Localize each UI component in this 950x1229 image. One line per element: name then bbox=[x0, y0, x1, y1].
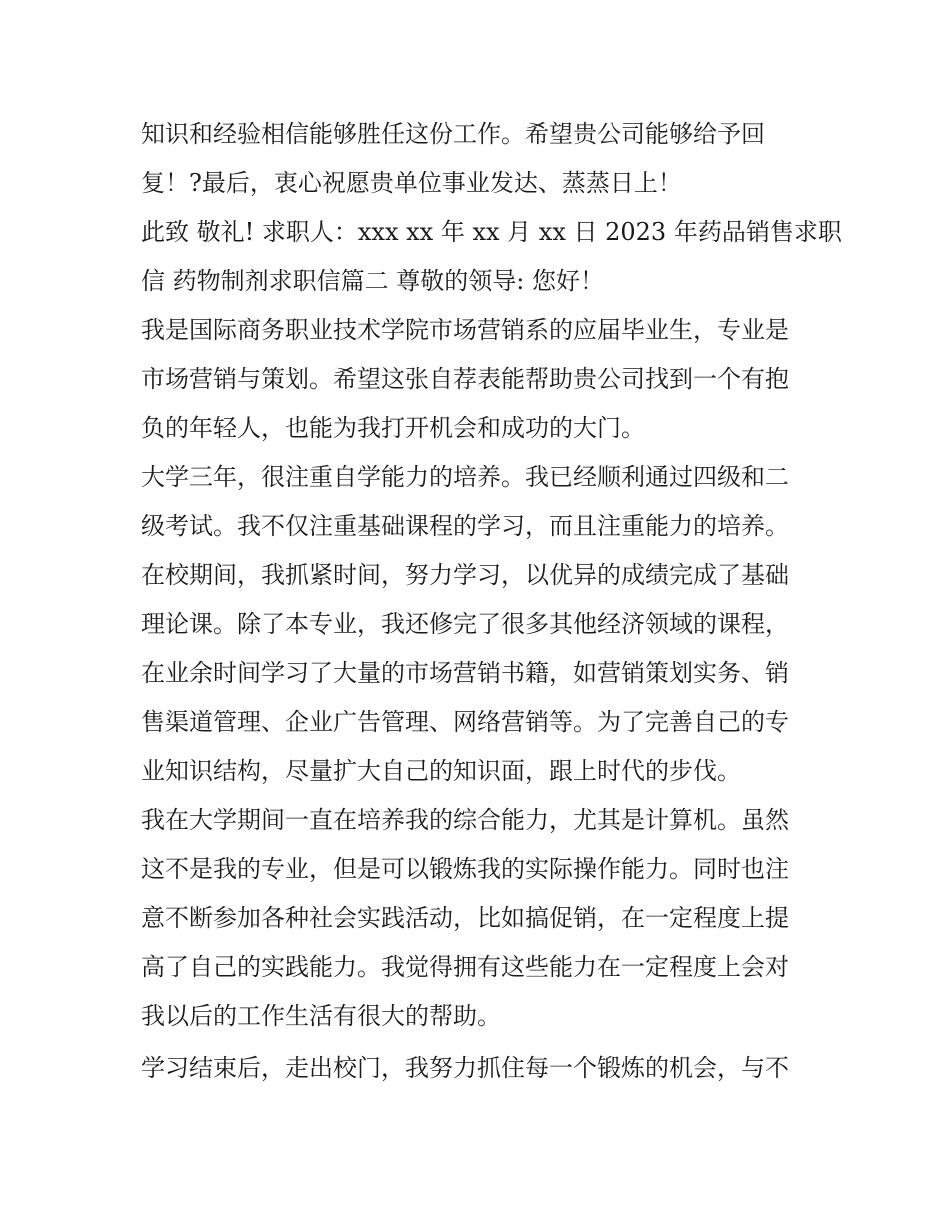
text-line: 高了自己的实践能力。我觉得拥有这些能力在一定程度上会对 bbox=[141, 953, 789, 981]
text-line: 这不是我的专业，但是可以锻炼我的实际操作能力。同时也注 bbox=[141, 855, 789, 883]
text-line: 在校期间，我抓紧时间，努力学习，以优异的成绩完成了基础 bbox=[141, 561, 789, 589]
text-line: 复！?最后，衷心祝愿贵单位事业发达、蒸蒸日上！ bbox=[141, 169, 682, 197]
text-line: 业知识结构，尽量扩大自己的知识面，跟上时代的步伐。 bbox=[141, 757, 741, 785]
text-line: 知识和经验相信能够胜任这份工作。希望贵公司能够给予回 bbox=[141, 120, 765, 148]
text-line: 售渠道管理、企业广告管理、网络营销等。为了完善自己的专 bbox=[141, 708, 789, 736]
text-line: 负的年轻人，也能为我打开机会和成功的大门。 bbox=[141, 414, 645, 442]
text-line: 此致 敬礼! 求职人：xxx xx 年 xx 月 xx 日 2023 年药品销售求职 bbox=[141, 218, 842, 246]
body-text bbox=[141, 110, 842, 1093]
text-line: 学习结束后，走出校门，我努力抓住每一个锻炼的机会，与不 bbox=[141, 1054, 789, 1082]
text-line: 我是国际商务职业技术学院市场营销系的应届毕业生，专业是 bbox=[141, 316, 789, 344]
text-line: 大学三年，很注重自学能力的培养。我已经顺利通过四级和二 bbox=[141, 463, 789, 491]
text-line: 我以后的工作生活有很大的帮助。 bbox=[141, 1002, 501, 1030]
text-line: 在业余时间学习了大量的市场营销书籍，如营销策划实务、销 bbox=[141, 659, 789, 687]
text-line: 信 药物制剂求职信篇二 尊敬的领导: 您好！ bbox=[141, 267, 604, 295]
text-line: 意不断参加各种社会实践活动，比如搞促销，在一定程度上提 bbox=[141, 904, 789, 932]
text-line: 级考试。我不仅注重基础课程的学习，而且注重能力的培养。 bbox=[141, 512, 789, 540]
text-line: 我在大学期间一直在培养我的综合能力，尤其是计算机。虽然 bbox=[141, 806, 789, 834]
text-line: 市场营销与策划。希望这张自荐表能帮助贵公司找到一个有抱 bbox=[141, 365, 789, 393]
text-line: 理论课。除了本专业，我还修完了很多其他经济领域的课程， bbox=[141, 610, 789, 638]
